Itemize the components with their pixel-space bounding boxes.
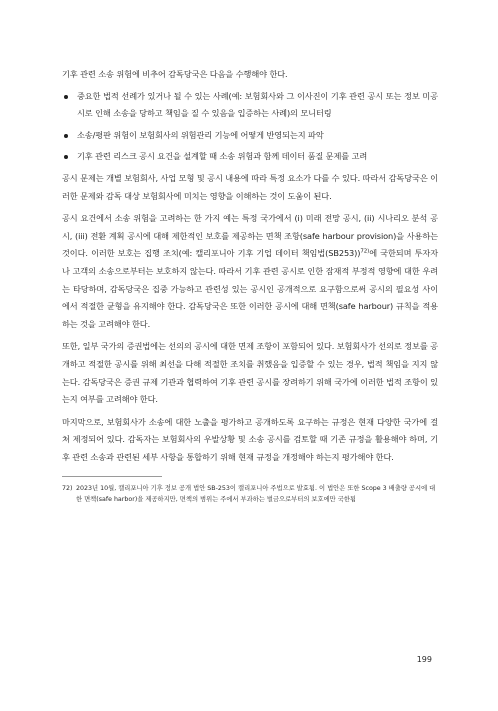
bullet-text: 기후 관련 리스크 공시 요건을 설계할 때 소송 위험과 함께 데이터 품질 문제를 고려 [77,151,368,162]
body-paragraph-4: 마지막으로, 보험회사가 소송에 대한 노출을 평가하고 공개하도록 요구하는 규정은 현재 다양한 국가에 걸쳐 제정되어 있다. 감독자는 보험회사의 우발상황 및 소송 공시를 검토할 때 기존 규정을 활용해야 하며, 기후 관련 소송과 관련된 세부 사항을 통합하기 위해 현재 규정을 개정해야 하는지 평가해야 한다. [62,416,438,462]
paragraph-2-text-end: 에 국한되며 투자자나 고객의 소송으로부터는 보호하지 않는다. 따라서 기후 관련 공시로 인한 잠재적 부정적 영향에 대한 우려는 타당하며, 감독당국은 집중 가능하고 관련성 있는 공시인 공개적으로 요구함으로써 공시의 필요성 사이에서 적절한 균형을 유지해야 한다. 감독당국은 또한 이러한 공시에 대해 면책(safe harbour) 규칙을 적용하는 것을 고려해야 한다. [62,248,439,329]
paragraph-2-text-start: 공시 요건에서 소송 위험을 고려하는 한 가지 예는 특정 국가에서 (i) 미래 전망 공시, (ii) 시나리오 분석 공시, (iii) 전환 계획 공시에 대해 제한적인 보호를 제공하는 면책 조항(safe harbour provision)을 사용하는 것이다. 이러한 보호는 집행 조치(예: 캘리포니아 기후 기업 데이터 책임법(SB253)) [62,213,438,259]
bullet-item [62,88,438,123]
body-paragraph-3: 또한, 일부 국가의 증권법에는 선의의 공시에 대한 면제 조항이 포함되어 있다. 보험회사가 선의로 정보를 공개하고 적절한 공시를 위해 최선을 다해 적절한 조치를 취했음을 입증할 수 있는 경우, 법적 책임을 지지 않는다. 감독당국은 증권 규제 기관과 협력하여 기후 관련 공시를 장려하기 위해 국가에 이러한 법적 조항이 있는지 여부를 고려해야 한다. [62,341,438,405]
footnote-divider [62,476,162,477]
bullet-dot-icon [64,155,68,159]
footnote-number: 72) [62,485,73,493]
bullet-dot-icon [64,95,68,99]
bullet-dot-icon [64,134,68,138]
footnote-text: 2023년 10월, 캘리포니아 기후 정보 공개 법안 SB-253이 캘리포니아 주법으로 발효됨. 이 법안은 또한 Scope 3 배출량 공시에 대한 면책(safe harbor)을 제공하지만, 면책의 범위는 주에서 부과하는 벌금으로부터의 보호에만 국한됨 [76,485,436,504]
body-paragraph-1: 공시 문제는 개별 보험회사, 사업 모형 및 공시 내용에 따라 특정 요소가 다를 수 있다. 따라서 감독당국은 이러한 문제와 감독 대상 보험회사에 미치는 영향을 이해하는 것이 도움이 된다. [62,172,438,201]
page-number: 199 [416,655,432,664]
bullet-item [62,148,438,166]
body-paragraph-2 [62,210,438,333]
intro-paragraph: 기후 관련 소송 위험에 비추어 감독당국은 다음을 수행해야 한다. [62,69,288,79]
footnote-reference[interactable]: 72) [360,248,370,255]
bullet-list [62,88,438,166]
bullet-text: 중요한 법적 선례가 있거나 될 수 있는 사례(예: 보험회사와 그 이사진이 기후 관련 공시 또는 정보 미공시로 인해 소송을 당하고 책임을 질 수 있음을 입증하는 사례)의 모니터링 [77,90,438,119]
bullet-item [62,127,438,145]
bullet-text: 소송/평판 위험이 보험회사의 위험관리 기능에 어떻게 반영되는지 파악 [77,129,324,140]
page-body [62,66,438,505]
footnote [62,483,438,505]
